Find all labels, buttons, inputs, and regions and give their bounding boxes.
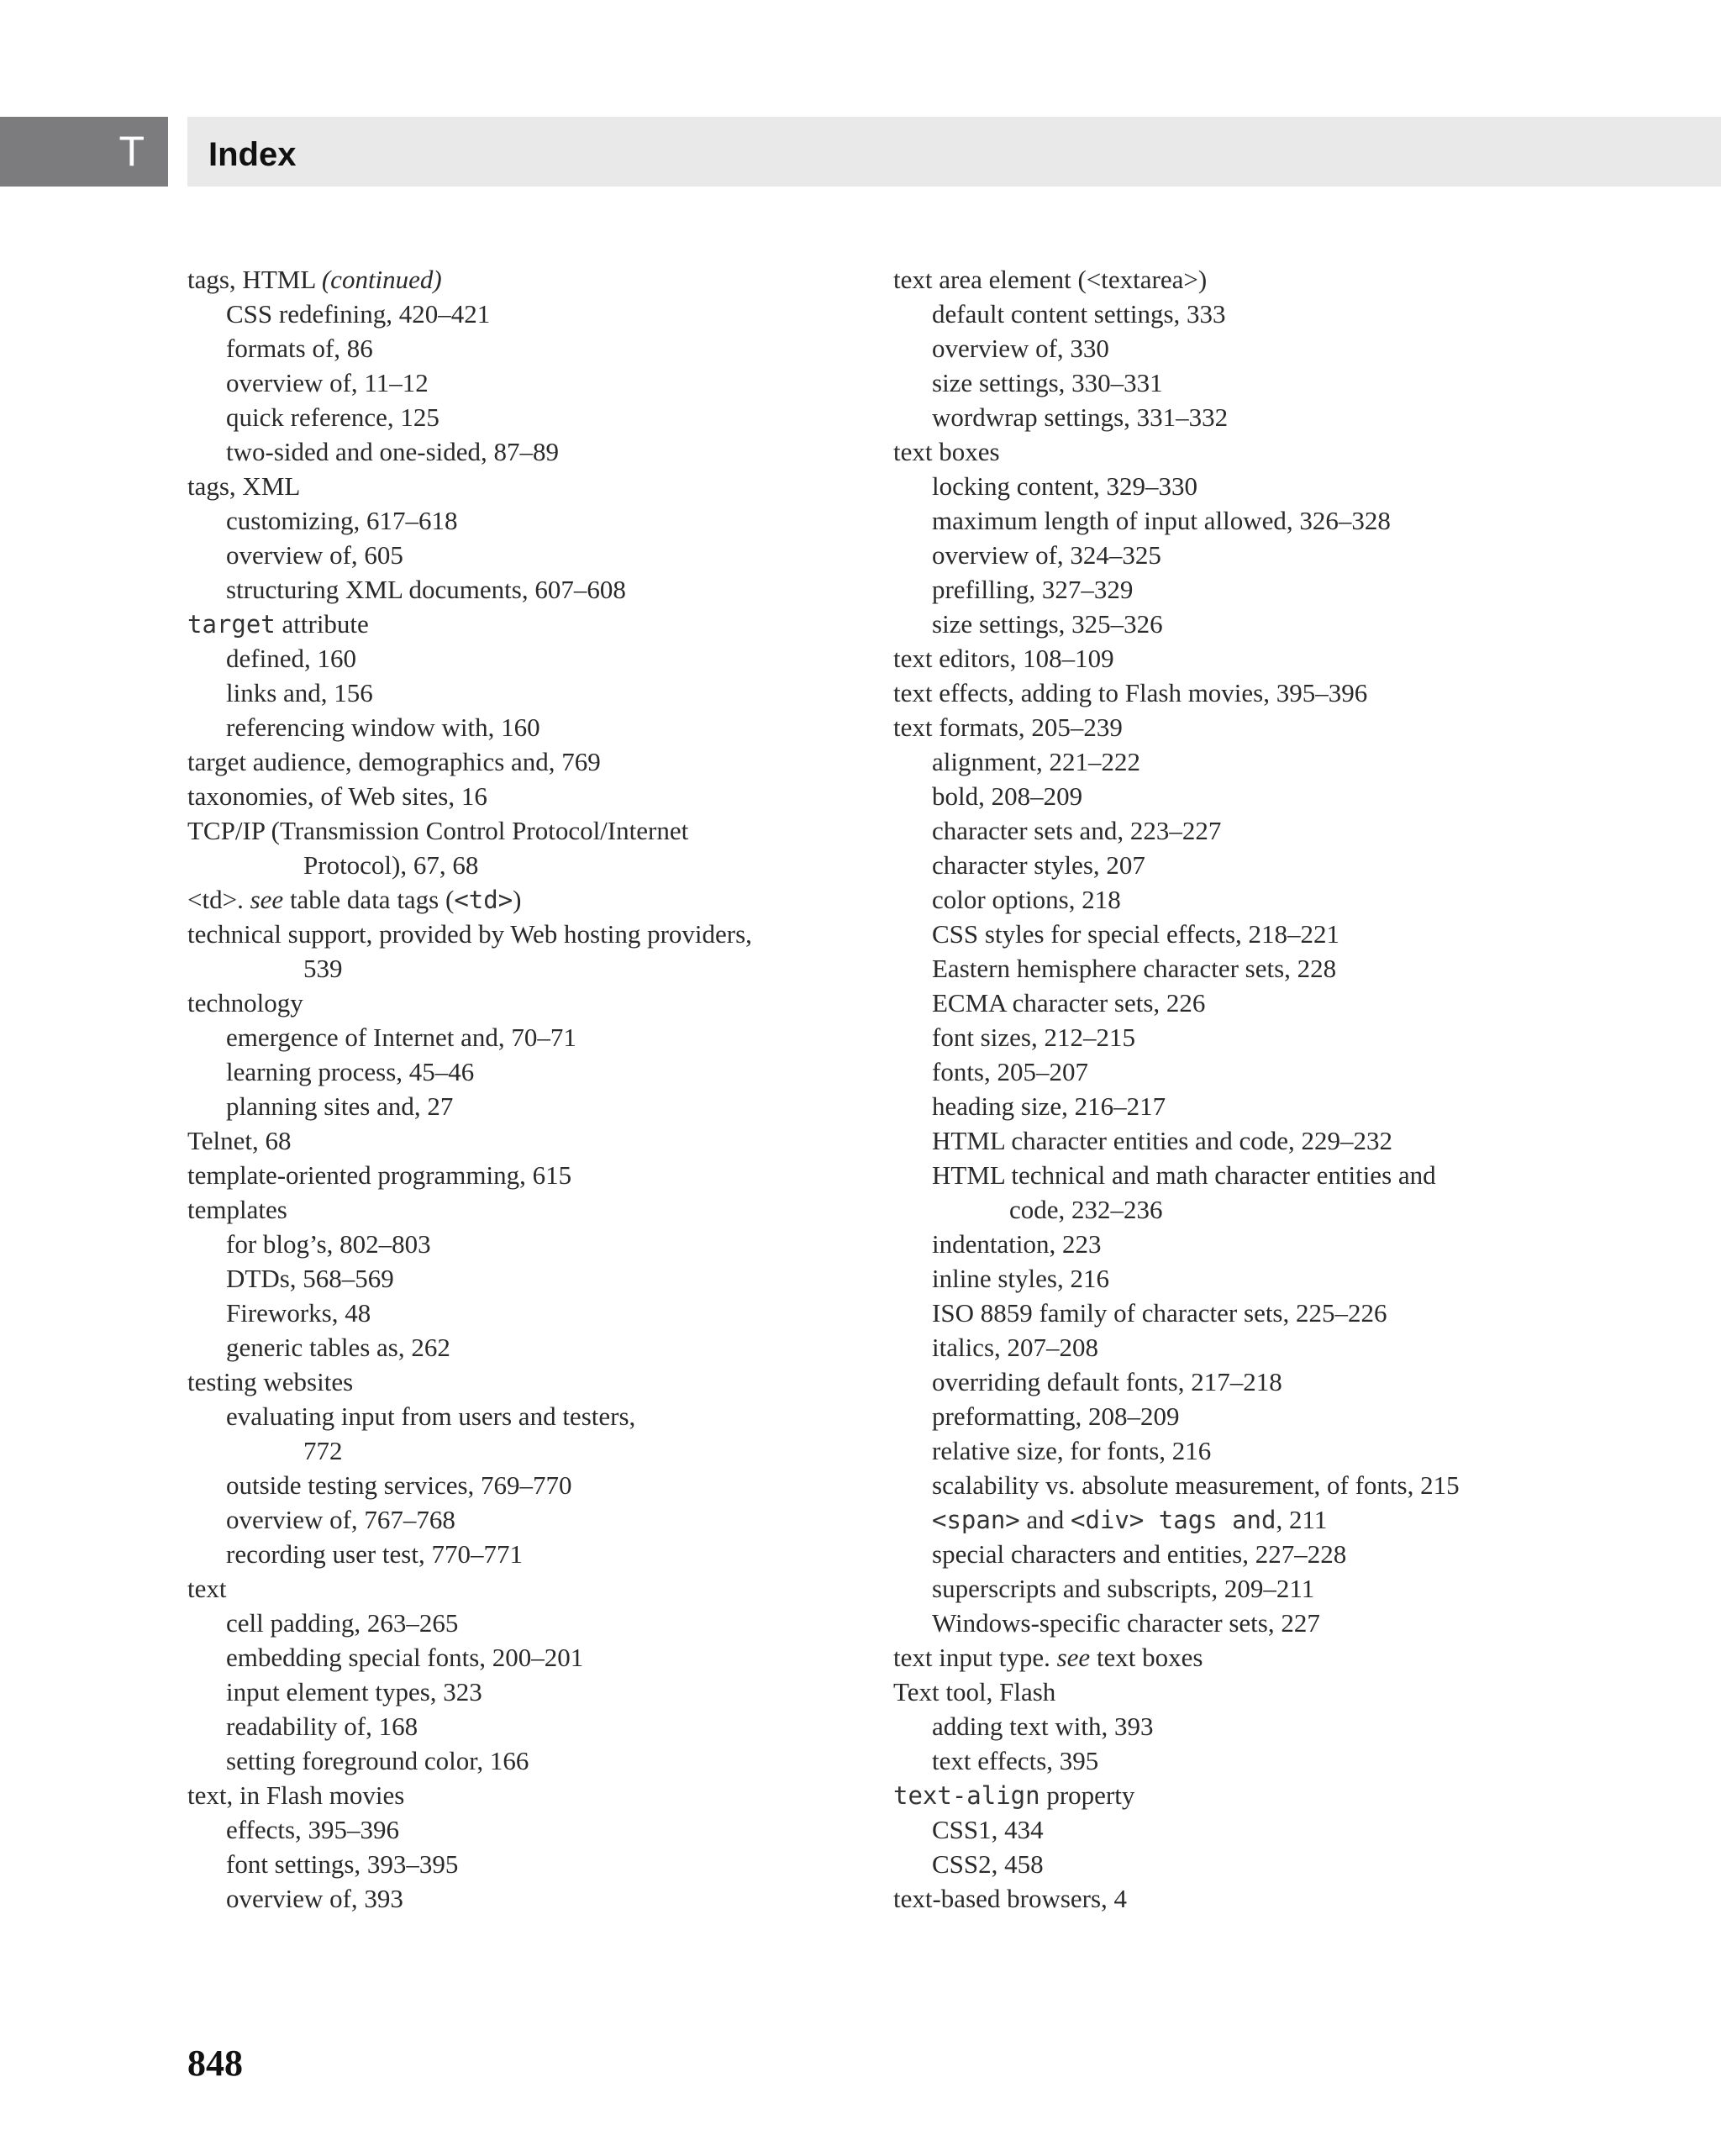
index-entry-text: text formats, 205–239 <box>893 713 1123 742</box>
index-subentry <box>187 572 860 607</box>
page-number: 848 <box>187 2043 243 2084</box>
index-entry-text: relative size, for fonts, 216 <box>932 1436 1212 1465</box>
index-entry <box>893 710 1675 744</box>
index-subentry <box>893 1261 1675 1296</box>
index-entry-text: formats of, 86 <box>226 334 373 363</box>
index-subentry <box>187 1743 860 1778</box>
index-entry-text: ) <box>513 885 522 914</box>
index-entry <box>893 1640 1675 1675</box>
index-entry-text: CSS2, 458 <box>932 1849 1044 1879</box>
index-entry-text: tags, XML <box>187 471 301 501</box>
index-subentry <box>187 365 860 400</box>
index-entry-text: Fireworks, 48 <box>226 1298 371 1328</box>
index-entry-text: setting foreground color, 166 <box>226 1746 529 1775</box>
index-entry-text: outside testing services, 769–770 <box>226 1470 572 1500</box>
index-subentry <box>187 1227 860 1261</box>
index-entry-text: superscripts and subscripts, 209–211 <box>932 1574 1315 1603</box>
index-entry-text: customizing, 617–618 <box>226 506 458 535</box>
index-entry-text: <td> <box>454 886 513 914</box>
index-entry-text: inline styles, 216 <box>932 1264 1109 1293</box>
index-entry <box>187 469 860 503</box>
index-entry-continuation <box>187 1433 860 1468</box>
index-entry-text: overview of, 393 <box>226 1884 403 1913</box>
index-entry-text: text, in Flash movies <box>187 1780 405 1810</box>
index-subentry <box>893 1709 1675 1743</box>
index-subentry <box>893 297 1675 331</box>
index-subentry <box>893 917 1675 951</box>
index-entry <box>187 1158 860 1192</box>
index-entry-text: Telnet, 68 <box>187 1126 292 1155</box>
index-entry-text: text boxes <box>893 437 1000 466</box>
index-subentry <box>893 400 1675 434</box>
index-subentry <box>893 572 1675 607</box>
index-entry <box>187 1571 860 1606</box>
index-entry <box>187 262 860 297</box>
index-subentry <box>187 1399 860 1433</box>
index-subentry <box>893 1847 1675 1881</box>
index-entry-text: <div> tags and <box>1071 1506 1276 1534</box>
index-entry <box>893 1881 1675 1916</box>
index-subentry <box>187 1020 860 1054</box>
index-subentry <box>187 1261 860 1296</box>
index-subentry <box>893 951 1675 986</box>
index-subentry <box>893 1399 1675 1433</box>
index-entry-text: character styles, 207 <box>932 850 1145 880</box>
index-entry-text: target <box>187 610 276 639</box>
index-subentry <box>893 1330 1675 1365</box>
index-subentry <box>187 434 860 469</box>
index-subentry <box>893 607 1675 641</box>
index-entry-text: heading size, 216–217 <box>932 1091 1166 1121</box>
index-column-left <box>187 262 860 1916</box>
index-subentry <box>187 1089 860 1123</box>
index-entry-text: text-align <box>893 1781 1040 1810</box>
index-entry-text: overview of, 330 <box>932 334 1109 363</box>
index-subentry <box>893 779 1675 813</box>
index-entry-text: technical support, provided by Web hosting providers, <box>187 919 752 949</box>
index-entry-text: ISO 8859 family of character sets, 225–226 <box>932 1298 1387 1328</box>
index-entry-text: character sets and, 223–227 <box>932 816 1222 845</box>
index-entry <box>893 1675 1675 1709</box>
index-entry-text: locking content, 329–330 <box>932 471 1197 501</box>
index-entry <box>187 1365 860 1399</box>
index-subentry <box>893 1227 1675 1261</box>
index-entry-text: overview of, 605 <box>226 540 403 570</box>
index-entry-text: readability of, 168 <box>226 1712 418 1741</box>
index-entry-text: CSS redefining, 420–421 <box>226 299 491 329</box>
index-entry-text: text effects, 395 <box>932 1746 1099 1775</box>
index-entry-text: 772 <box>303 1436 343 1465</box>
index-entry <box>187 1778 860 1812</box>
index-entry <box>187 986 860 1020</box>
index-entry-text: font sizes, 212–215 <box>932 1023 1135 1052</box>
index-entry-text: text <box>187 1574 227 1603</box>
index-subentry <box>893 1296 1675 1330</box>
index-entry-text: emergence of Internet and, 70–71 <box>226 1023 576 1052</box>
index-entry-text: Text tool, Flash <box>893 1677 1056 1706</box>
index-entry-text: preformatting, 208–209 <box>932 1401 1180 1431</box>
index-subentry <box>187 1675 860 1709</box>
index-entry-text: alignment, 221–222 <box>932 747 1140 776</box>
index-entry-text: recording user test, 770–771 <box>226 1539 523 1569</box>
index-entry-text: Protocol), 67, 68 <box>303 850 479 880</box>
index-entry-text: (continued) <box>321 265 442 294</box>
index-entry-text: color options, 218 <box>932 885 1121 914</box>
index-subentry <box>893 1812 1675 1847</box>
index-entry-text: , 211 <box>1276 1505 1328 1534</box>
index-entry-text: referencing window with, 160 <box>226 713 540 742</box>
index-entry-text: property <box>1039 1780 1135 1810</box>
index-entry <box>187 917 860 951</box>
index-entry-text: tags, HTML <box>187 265 322 294</box>
index-column-right <box>893 262 1675 1916</box>
index-subentry <box>893 1158 1675 1192</box>
running-header-title: Index <box>208 136 297 173</box>
index-subentry <box>893 1123 1675 1158</box>
index-subentry <box>187 641 860 676</box>
index-entry-text: HTML character entities and code, 229–232 <box>932 1126 1393 1155</box>
index-entry-text: cell padding, 263–265 <box>226 1608 459 1638</box>
index-entry-text: see <box>250 885 284 914</box>
index-entry-text: attribute <box>275 609 369 639</box>
index-entry-continuation <box>187 848 860 882</box>
index-entry-text: Eastern hemisphere character sets, 228 <box>932 954 1337 983</box>
index-subentry <box>893 882 1675 917</box>
index-entry-text: for blog’s, 802–803 <box>226 1229 431 1259</box>
index-subentry <box>893 503 1675 538</box>
index-entry-text: overview of, 324–325 <box>932 540 1161 570</box>
index-entry-text: text input type. <box>893 1643 1057 1672</box>
index-subentry <box>187 1640 860 1675</box>
index-subentry <box>187 1709 860 1743</box>
index-subentry <box>187 297 860 331</box>
index-entry <box>187 813 860 848</box>
index-entry-text: and <box>1019 1505 1071 1534</box>
index-entry-text: defined, 160 <box>226 644 356 673</box>
index-entry-text: table data tags ( <box>283 885 455 914</box>
index-subentry <box>893 1089 1675 1123</box>
index-entry-text: effects, 395–396 <box>226 1815 400 1844</box>
index-subentry <box>893 1743 1675 1778</box>
index-entry-text: target audience, demographics and, 769 <box>187 747 601 776</box>
index-entry-text: prefilling, 327–329 <box>932 575 1134 604</box>
index-subentry <box>187 1812 860 1847</box>
index-entry <box>187 744 860 779</box>
index-entry-text: ECMA character sets, 226 <box>932 988 1206 1018</box>
index-entry <box>893 434 1675 469</box>
index-subentry <box>893 1606 1675 1640</box>
index-entry <box>187 779 860 813</box>
index-entry-text: bold, 208–209 <box>932 781 1083 811</box>
index-subentry <box>187 1537 860 1571</box>
index-entry-text: adding text with, 393 <box>932 1712 1154 1741</box>
index-subentry <box>893 986 1675 1020</box>
index-subentry <box>187 1468 860 1502</box>
index-subentry <box>187 538 860 572</box>
index-entry-text: HTML technical and math character entities and <box>932 1160 1436 1190</box>
index-entry-text: indentation, 223 <box>932 1229 1102 1259</box>
index-subentry <box>893 1433 1675 1468</box>
index-entry-text: two-sided and one-sided, 87–89 <box>226 437 560 466</box>
index-entry-text: code, 232–236 <box>1009 1195 1163 1224</box>
index-entry-text: links and, 156 <box>226 678 373 707</box>
index-entry <box>893 1778 1675 1812</box>
index-subentry <box>893 813 1675 848</box>
index-subentry <box>187 1881 860 1916</box>
index-entry-text: CSS1, 434 <box>932 1815 1044 1844</box>
index-subentry <box>893 744 1675 779</box>
index-subentry <box>893 1468 1675 1502</box>
index-entry-text: evaluating input from users and testers, <box>226 1401 636 1431</box>
index-entry-text: structuring XML documents, 607–608 <box>226 575 626 604</box>
index-entry-text: generic tables as, 262 <box>226 1333 450 1362</box>
index-entry-text: <span> <box>932 1506 1020 1534</box>
index-entry-text: text area element (<textarea>) <box>893 265 1208 294</box>
index-entry-text: CSS styles for special effects, 218–221 <box>932 919 1340 949</box>
index-subentry <box>893 1502 1675 1537</box>
index-subentry <box>187 1502 860 1537</box>
index-entry-text: size settings, 330–331 <box>932 368 1163 397</box>
index-entry <box>187 882 860 917</box>
index-entry-text: overview of, 767–768 <box>226 1505 455 1534</box>
index-entry-text: input element types, 323 <box>226 1677 482 1706</box>
index-entry <box>187 1123 860 1158</box>
index-subentry <box>893 848 1675 882</box>
index-entry-text: scalability vs. absolute measurement, of fonts, 215 <box>932 1470 1460 1500</box>
running-header-bar <box>187 117 1721 187</box>
index-entry-text: see <box>1056 1643 1091 1672</box>
index-entry-text: maximum length of input allowed, 326–328 <box>932 506 1391 535</box>
index-subentry <box>893 1571 1675 1606</box>
index-subentry <box>187 1847 860 1881</box>
index-entry-text: planning sites and, 27 <box>226 1091 454 1121</box>
index-entry-text: taxonomies, of Web sites, 16 <box>187 781 487 811</box>
index-entry-text: 539 <box>303 954 343 983</box>
index-entry-text: special characters and entities, 227–228 <box>932 1539 1347 1569</box>
index-subentry <box>893 1054 1675 1089</box>
index-entry-continuation <box>893 1192 1675 1227</box>
index-subentry <box>187 676 860 710</box>
index-entry-text: template-oriented programming, 615 <box>187 1160 572 1190</box>
index-subentry <box>187 710 860 744</box>
index-entry-text: fonts, 205–207 <box>932 1057 1088 1086</box>
index-entry-text: technology <box>187 988 303 1018</box>
index-subentry <box>187 1296 860 1330</box>
index-subentry <box>893 331 1675 365</box>
index-entry-text: <td>. <box>187 885 250 914</box>
index-entry-text: overriding default fonts, 217–218 <box>932 1367 1282 1396</box>
index-entry-text: quick reference, 125 <box>226 402 439 432</box>
index-subentry <box>187 503 860 538</box>
index-entry-text: templates <box>187 1195 287 1224</box>
index-subentry <box>893 538 1675 572</box>
index-entry-text: learning process, 45–46 <box>226 1057 475 1086</box>
index-entry-text: DTDs, 568–569 <box>226 1264 394 1293</box>
index-subentry <box>893 1537 1675 1571</box>
index-entry-text: text-based browsers, 4 <box>893 1884 1128 1913</box>
index-entry-text: Windows-specific character sets, 227 <box>932 1608 1320 1638</box>
index-subentry <box>187 1330 860 1365</box>
index-entry-text: font settings, 393–395 <box>226 1849 459 1879</box>
index-entry-text: wordwrap settings, 331–332 <box>932 402 1229 432</box>
index-subentry <box>893 1365 1675 1399</box>
index-entry-text: italics, 207–208 <box>932 1333 1099 1362</box>
index-subentry <box>893 469 1675 503</box>
index-entry <box>187 607 860 641</box>
index-entry <box>893 641 1675 676</box>
index-entry-text: TCP/IP (Transmission Control Protocol/Internet <box>187 816 689 845</box>
index-entry-text: size settings, 325–326 <box>932 609 1163 639</box>
section-letter-tab: T <box>0 117 168 187</box>
index-entry-text: embedding special fonts, 200–201 <box>226 1643 584 1672</box>
index-subentry <box>187 331 860 365</box>
index-subentry <box>187 1606 860 1640</box>
index-entry-text: text boxes <box>1090 1643 1203 1672</box>
index-entry-text: overview of, 11–12 <box>226 368 429 397</box>
index-entry <box>893 676 1675 710</box>
index-entry-text: text effects, adding to Flash movies, 395–396 <box>893 678 1368 707</box>
index-subentry <box>893 1020 1675 1054</box>
index-entry <box>187 1192 860 1227</box>
index-entry-text: testing websites <box>187 1367 354 1396</box>
index-entry-text: text editors, 108–109 <box>893 644 1114 673</box>
index-subentry <box>187 400 860 434</box>
index-subentry <box>893 365 1675 400</box>
index-entry <box>893 262 1675 297</box>
index-entry-continuation <box>187 951 860 986</box>
index-subentry <box>187 1054 860 1089</box>
index-entry-text: default content settings, 333 <box>932 299 1226 329</box>
